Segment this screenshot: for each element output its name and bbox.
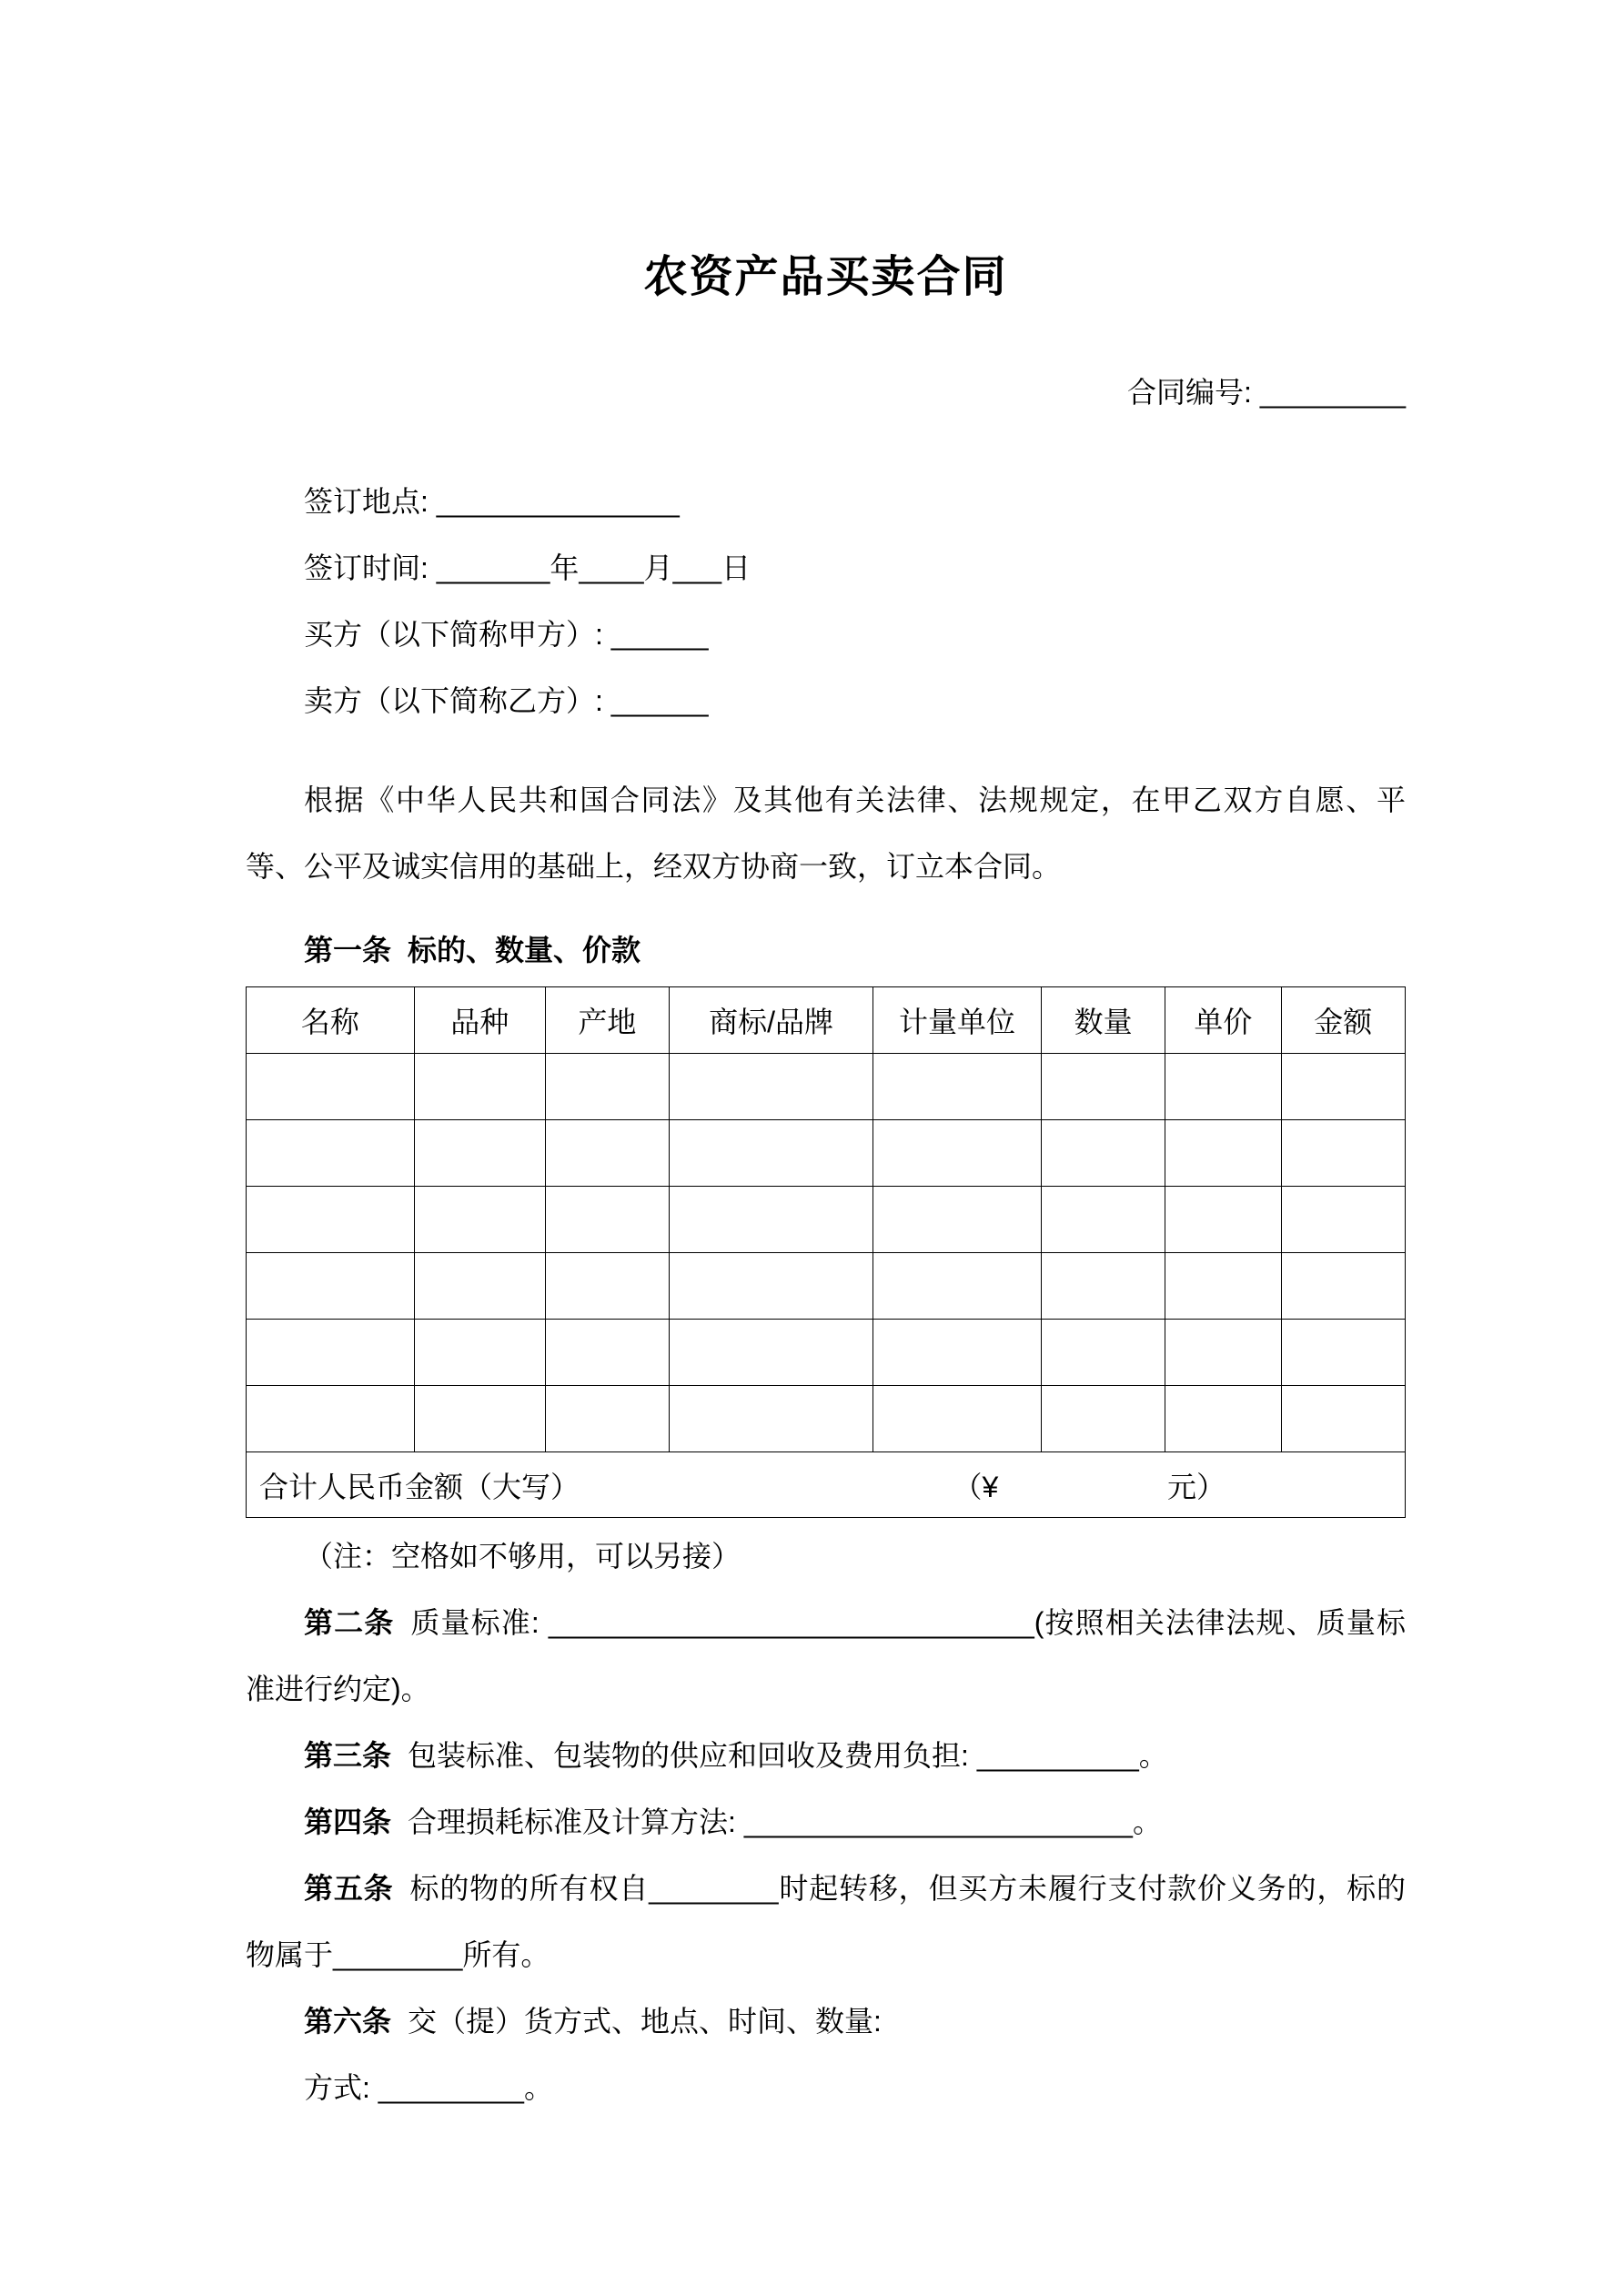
article5-number: 第五条 xyxy=(304,1872,394,1905)
method-period: 。 xyxy=(523,2071,553,2104)
table-row xyxy=(247,1386,1406,1452)
table-cell xyxy=(873,1054,1042,1120)
table-cell xyxy=(414,1253,545,1320)
table-cell xyxy=(873,1120,1042,1187)
sign-time-line xyxy=(304,535,1406,602)
table-cell xyxy=(545,1320,669,1386)
column-header-unit: 计量单位 xyxy=(873,987,1042,1054)
table-cell xyxy=(414,1054,545,1120)
total-amount-label: 合计人民币金额（大写） xyxy=(259,1470,580,1503)
preamble-paragraph: 根据《中华人民共和国合同法》及其他有关法律、法规规定，在甲乙双方自愿、平等、公平及诚实信用的基础上，经双方协商一致，订立本合同。 xyxy=(246,784,1406,883)
meta-block xyxy=(304,469,1406,734)
column-header-brand: 商标/品牌 xyxy=(669,987,873,1054)
article5-blank-1: ________ xyxy=(649,1872,779,1905)
buyer-blank: ______ xyxy=(610,618,709,651)
delivery-method-line xyxy=(246,2055,1406,2121)
article4-blank: ________________________ xyxy=(743,1805,1133,1838)
article6-number: 第六条 xyxy=(304,2005,392,2038)
table-cell xyxy=(1165,1253,1281,1320)
document-title: 农资产品买卖合同 xyxy=(643,253,1008,301)
article2-tail: (按照相关法律法规、质量标准进行约定)。 xyxy=(246,1606,1406,1705)
contract-number-blank: _________ xyxy=(1259,376,1406,409)
method-label: 方式: xyxy=(304,2071,378,2104)
article1-title: 标的、数量、价款 xyxy=(408,934,641,966)
article2-blank: ______________________________ xyxy=(548,1606,1034,1639)
table-cell xyxy=(247,1187,415,1253)
article4-number: 第四条 xyxy=(304,1805,392,1838)
total-amount-cell xyxy=(247,1452,1406,1518)
article6-text: 交（提）货方式、地点、时间、数量: xyxy=(408,2005,882,2038)
table-cell xyxy=(1041,1253,1165,1320)
contract-number-label: 合同编号: xyxy=(1127,376,1260,409)
article3-blank: __________ xyxy=(976,1739,1139,1772)
article5-paragraph xyxy=(246,1856,1406,1988)
contract-number-line xyxy=(246,359,1406,426)
table-cell xyxy=(669,1120,873,1187)
table-cell xyxy=(1041,1120,1165,1187)
table-cell xyxy=(414,1386,545,1452)
table-cell xyxy=(247,1253,415,1320)
table-cell xyxy=(873,1253,1042,1320)
article5-text-3: 所有。 xyxy=(462,1938,550,1971)
table-cell xyxy=(1281,1253,1405,1320)
table-row xyxy=(247,1054,1406,1120)
sign-place-line xyxy=(304,469,1406,535)
table-cell xyxy=(247,1054,415,1120)
article2-number: 第二条 xyxy=(304,1606,395,1639)
table-cell xyxy=(414,1187,545,1253)
day-label: 日 xyxy=(721,551,751,584)
table-cell xyxy=(1165,1187,1281,1253)
table-cell xyxy=(1165,1386,1281,1452)
table-cell xyxy=(1165,1320,1281,1386)
article5-text-2: 时起转移，但买方未履行支付款价义务的，标的物属于 xyxy=(246,1872,1406,1971)
article5-text-1: 标的物的所有权自 xyxy=(409,1872,650,1905)
column-header-amount: 金额 xyxy=(1281,987,1405,1054)
table-cell xyxy=(1041,1187,1165,1253)
column-header-origin: 产地 xyxy=(545,987,669,1054)
table-cell xyxy=(1041,1386,1165,1452)
table-cell xyxy=(414,1120,545,1187)
table-cell xyxy=(247,1320,415,1386)
article3-lead: 包装标准、包装物的供应和回收及费用负担: xyxy=(408,1739,977,1772)
currency-symbol: （¥ xyxy=(953,1470,999,1503)
goods-table xyxy=(246,986,1406,1518)
table-cell xyxy=(1281,1320,1405,1386)
buyer-label: 买方（以下简称甲方）: xyxy=(304,618,611,651)
table-cell xyxy=(545,1386,669,1452)
sign-time-label: 签订时间: xyxy=(304,551,437,584)
seller-label: 卖方（以下简称乙方）: xyxy=(304,684,611,717)
table-cell xyxy=(669,1054,873,1120)
table-cell xyxy=(1281,1386,1405,1452)
table-cell xyxy=(873,1320,1042,1386)
article3-number: 第三条 xyxy=(304,1739,392,1772)
table-cell xyxy=(545,1120,669,1187)
table-cell xyxy=(545,1054,669,1120)
table-row xyxy=(247,1120,1406,1187)
goods-table-footer-row xyxy=(247,1452,1406,1518)
table-cell xyxy=(669,1386,873,1452)
buyer-line xyxy=(304,602,1406,668)
article1-heading xyxy=(246,923,1406,977)
table-cell xyxy=(414,1320,545,1386)
table-cell xyxy=(1281,1054,1405,1120)
sign-time-year-blank: _______ xyxy=(436,551,550,584)
table-cell xyxy=(669,1187,873,1253)
currency-unit: 元） xyxy=(1167,1470,1226,1503)
article4-paragraph xyxy=(246,1789,1406,1856)
table-cell xyxy=(1165,1054,1281,1120)
year-label: 年 xyxy=(550,551,580,584)
article2-lead: 质量标准: xyxy=(410,1606,549,1639)
table-cell xyxy=(1041,1320,1165,1386)
table-row xyxy=(247,1320,1406,1386)
method-blank: _________ xyxy=(378,2071,524,2104)
article3-tail: 。 xyxy=(1138,1739,1168,1772)
table-row xyxy=(247,1187,1406,1253)
column-header-quantity: 数量 xyxy=(1041,987,1165,1054)
table-cell xyxy=(1165,1120,1281,1187)
article2-paragraph xyxy=(246,1590,1406,1723)
article6-paragraph xyxy=(246,1988,1406,2055)
table-cell xyxy=(669,1320,873,1386)
goods-table-body xyxy=(247,1054,1406,1452)
goods-table-header-row xyxy=(247,987,1406,1054)
table-cell xyxy=(873,1386,1042,1452)
article5-blank-2: ________ xyxy=(333,1938,463,1971)
month-label: 月 xyxy=(643,551,673,584)
seller-line xyxy=(304,668,1406,734)
table-cell xyxy=(1041,1054,1165,1120)
seller-blank: ______ xyxy=(610,684,709,717)
article4-tail: 。 xyxy=(1132,1805,1162,1838)
sign-time-day-blank: ___ xyxy=(672,551,721,584)
table-cell xyxy=(873,1187,1042,1253)
column-header-name: 名称 xyxy=(247,987,415,1054)
sign-place-blank: _______________ xyxy=(436,485,680,518)
article3-paragraph xyxy=(246,1723,1406,1789)
article4-lead: 合理损耗标准及计算方法: xyxy=(408,1805,744,1838)
table-cell xyxy=(669,1253,873,1320)
table-cell xyxy=(247,1120,415,1187)
table-cell xyxy=(1281,1120,1405,1187)
column-header-variety: 品种 xyxy=(414,987,545,1054)
table-cell xyxy=(545,1253,669,1320)
table-cell xyxy=(1281,1187,1405,1253)
table-row xyxy=(247,1253,1406,1320)
table-cell xyxy=(545,1187,669,1253)
sign-time-month-blank: ____ xyxy=(579,551,644,584)
column-header-unit-price: 单价 xyxy=(1165,987,1281,1054)
table-cell xyxy=(247,1386,415,1452)
article1-number: 第一条 xyxy=(304,934,392,966)
sign-place-label: 签订地点: xyxy=(304,485,437,518)
table-note: （注：空格如不够用，可以另接） xyxy=(304,1540,741,1573)
